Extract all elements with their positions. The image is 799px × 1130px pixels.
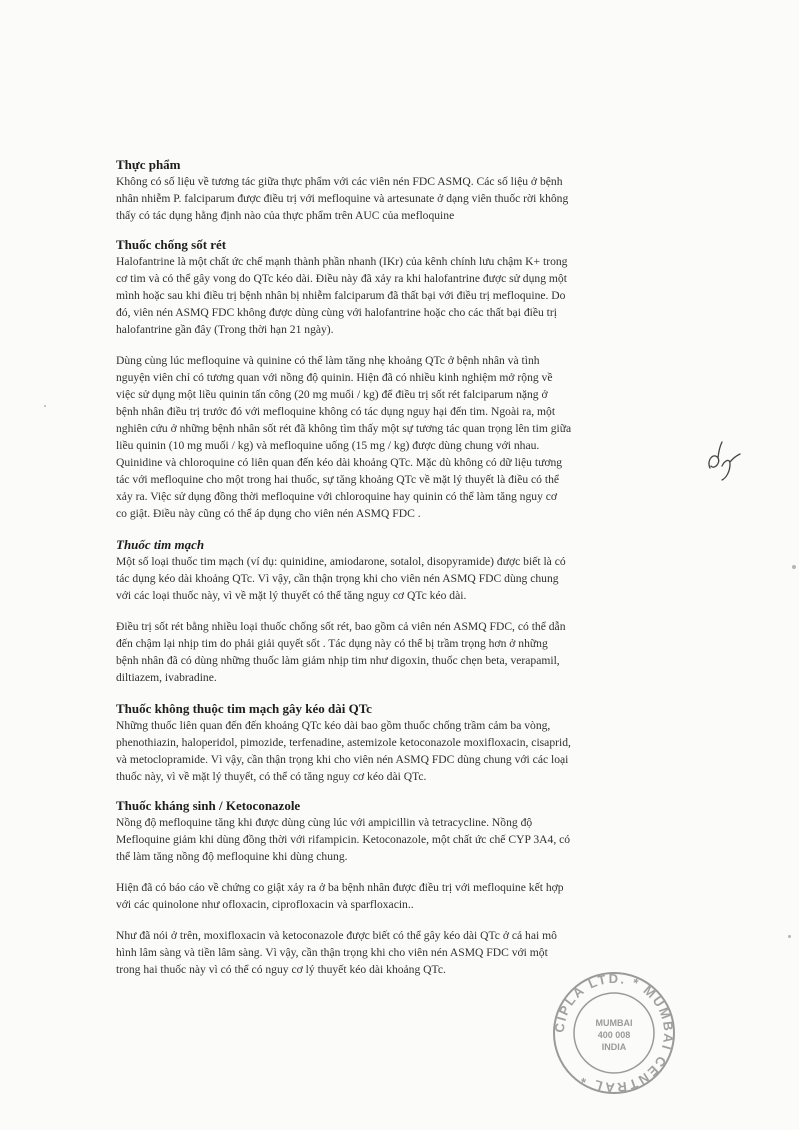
stamp-line-1: MUMBAI — [595, 1018, 633, 1028]
paragraph: Những thuốc liên quan đến đến khoảng QTc kéo dài bao gồm thuốc chống trầm cảm ba vòng, phenothiazin, haloperidol, pimozide, terfenadine, astemizole ketoconazole moxifloxacin, cisaprid, và metoclopramide. Vì vậy, cần thận trọng khi cho viên nén ASMQ FDC dùng chung với các loại thuốc này, vì về mặt lý thuyết, có thể có tăng nguy cơ kéo dài QTc. — [116, 719, 571, 783]
document-page — [116, 156, 676, 978]
scan-speck — [44, 405, 46, 407]
scan-speck — [792, 565, 796, 569]
stamp-outer-text: CIPLA LTD. * MUMBAI CENTRAL * — [551, 970, 677, 1096]
section-heading: Thuốc kháng sinh / Ketoconazole — [116, 798, 301, 813]
paragraph: Dùng cùng lúc mefloquine và quinine có thể làm tăng nhẹ khoảng QTc ở bệnh nhân và tình nguyện viên chỉ có tương quan với nồng độ quinin. Hiện đã có nhiều kinh nghiệm mở rộng về việc sử dụng một liều quinin tấn công (20 mg muối / kg) để điều trị sốt rét falciparum nặng ở bệnh nhân điều trị trước đó với mefloquine không có tác dụng nguy hại đến tim. Ngoài ra, một nghiên cứu ở những bệnh nhân sốt rét đã không tìm thấy một sự tương tác quan trọng lên tim giữa liều quinin (10 mg muối / kg) và mefloquine uống (15 mg / kg) được dùng chung với nhau. Quinidine và chloroquine có liên quan đến kéo dài khoảng QTc. Mặc dù không có dữ liệu tương tác với mefloquine cho một trong hai thuốc, sự tăng khoảng QTc về mặt lý thuyết là điều có thể xảy ra. Việc sử dụng đồng thời mefloquine với chloroquine hay quinin có thể làm tăng nguy cơ co giật. Điều này cũng có thể áp dụng cho viên nén ASMQ FDC . — [116, 354, 572, 520]
paragraph: Nồng độ mefloquine tăng khi được dùng cùng lúc với ampicillin và tetracycline. Nồng độ Mefloquine giảm khi dùng đồng thời với rifampicin. Ketoconazole, một chất ức chế CYP 3A4, có thể làm tăng nồng độ mefloquine khi dùng chung. — [116, 816, 571, 863]
company-stamp — [549, 968, 679, 1098]
stamp-line-3: INDIA — [601, 1042, 627, 1052]
stamp-line-2: 400 008 — [597, 1030, 631, 1040]
section-heading: Thực phẩm — [116, 157, 181, 172]
paragraph: Như đã nói ở trên, moxifloxacin và ketoconazole được biết có thể gây kéo dài QTc ở cả hai mô hình lâm sàng và tiền lâm sàng. Vì vậy, cần thận trọng khi cho viên nén ASMQ FDC với một trong hai thuốc này vì có thể có nguy cơ lý thuyết kéo dài khoảng QTc. — [116, 929, 557, 976]
scan-speck — [788, 935, 791, 938]
paragraph: Halofantrine là một chất ức chế mạnh thành phần nhanh (IKr) của kênh chính lưu chậm K+ trong cơ tim và có thể gây vong do QTc kéo dài. Điều này đã xảy ra khi halofantrine được sử dụng một mình hoặc sau khi điều trị bệnh nhân bị nhiễm falciparum đã thất bại với điều trị mefloquine. Do đó, viên nén ASMQ FDC không được dùng cùng với halofantrine hoặc cho các thất bại điều trị halofantrine gần đây (Trong thời hạn 21 ngày). — [116, 255, 568, 336]
section-non-cardiovascular — [116, 700, 676, 785]
section-heading: Thuốc chống sốt rét — [116, 237, 227, 252]
section-heading: Thuốc tim mạch — [116, 537, 205, 552]
section-cardiovascular — [116, 536, 676, 686]
section-heading: Thuốc không thuộc tim mạch gây kéo dài QTc — [116, 701, 372, 716]
paragraph: Không có số liệu về tương tác giữa thực phẩm với các viên nén FDC ASMQ. Các số liệu ở bệnh nhân nhiễm P. falciparum được điều trị với mefloquine và artesunate ở dạng viên thuốc rời không thấy có tác dụng hằng định nào của thực phẩm trên AUC của mefloquine — [116, 175, 569, 222]
section-antibiotics — [116, 797, 676, 978]
paragraph: Một số loại thuốc tim mạch (ví dụ: quinidine, amiodarone, sotalol, disopyramide) được biết là có tác dụng kéo dài khoảng QTc. Vì vậy, cần thận trọng khi cho viên nén ASMQ FDC dùng chung với các loại thuốc này, vì về mặt lý thuyết có thể tăng nguy cơ QTc kéo dài. — [116, 555, 566, 602]
signature-mark — [700, 438, 746, 484]
paragraph: Điều trị sốt rét bằng nhiều loại thuốc chống sốt rét, bao gồm cả viên nén ASMQ FDC, có thể dẫn đến chậm lại nhịp tim do phải giải quyết sốt . Tác dụng này có thể bị trầm trọng hơn ở những bệnh nhân đã có dùng những thuốc làm giảm nhịp tim như digoxin, thuốc chẹn beta, verapamil, diltiazem, ivabradine. — [116, 620, 566, 684]
section-antimalarial — [116, 236, 676, 522]
paragraph: Hiện đã có báo cáo về chứng co giật xảy ra ở ba bệnh nhân được điều trị với mefloquine kết hợp với các quinolone như ofloxacin, ciprofloxacin và sparfloxacin.. — [116, 881, 564, 911]
section-food — [116, 156, 676, 224]
